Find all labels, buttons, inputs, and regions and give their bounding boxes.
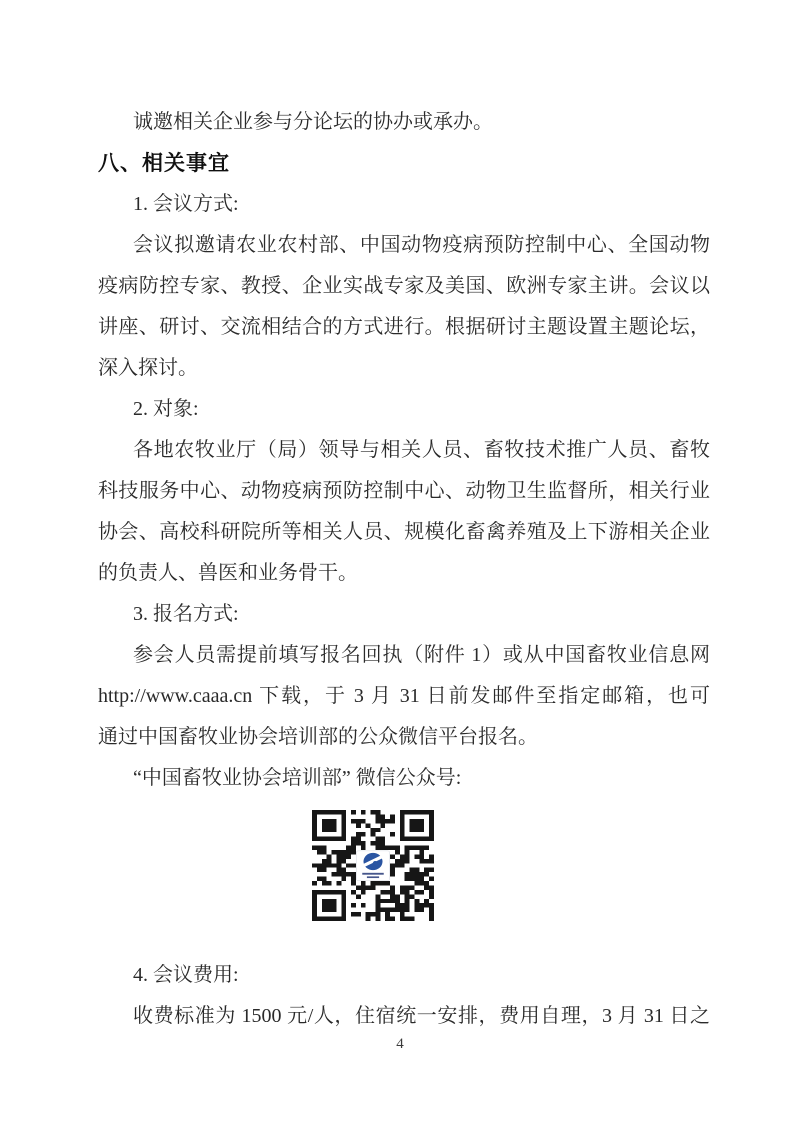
paragraph-line: 讲座、研讨、交流相结合的方式进行。根据研讨主题设置主题论坛， [98, 316, 710, 338]
page-number: 4 [396, 1036, 404, 1052]
item-heading-registration: 3. 报名方式: [133, 603, 239, 625]
paragraph-line: 会议拟邀请农业农村部、中国动物疫病预防控制中心、全国动物 [133, 234, 710, 256]
caaa-logo-icon [356, 851, 389, 881]
paragraph-line: 诚邀相关企业参与分论坛的协办或承办。 [133, 111, 493, 133]
paragraph-line: 深入探讨。 [98, 357, 198, 379]
wechat-qr-code [312, 810, 434, 921]
paragraph-line: 通过中国畜牧业协会培训部的公众微信平台报名。 [98, 726, 538, 748]
section-heading: 八、相关事宜 [98, 152, 230, 175]
item-heading-meeting-format: 1. 会议方式: [133, 193, 239, 215]
paragraph-line: 协会、高校科研院所等相关人员、规模化畜禽养殖及上下游相关企业 [98, 521, 710, 543]
wechat-account-caption: “中国畜牧业协会培训部” 微信公众号: [133, 767, 462, 789]
paragraph-line: 收费标准为 1500 元/人，住宿统一安排，费用自理，3 月 31 日之 [133, 1005, 710, 1027]
paragraph-line: 科技服务中心、动物疫病预防控制中心、动物卫生监督所，相关行业 [98, 480, 710, 502]
paragraph-line: 各地农牧业厅（局）领导与相关人员、畜牧技术推广人员、畜牧 [133, 439, 710, 461]
item-heading-fees: 4. 会议费用: [133, 964, 239, 986]
item-heading-audience: 2. 对象: [133, 398, 199, 420]
paragraph-line: 的负责人、兽医和业务骨干。 [98, 562, 358, 584]
paragraph-line: 参会人员需提前填写报名回执（附件 1）或从中国畜牧业信息网 [133, 644, 710, 666]
document-content [98, 102, 710, 1037]
paragraph-line: 疫病防控专家、教授、企业实战专家及美国、欧洲专家主讲。会议以 [98, 275, 710, 297]
paragraph-line-with-url: http://www.caaa.cn 下载，于 3 月 31 日前发邮件至指定邮箱，也可 [98, 685, 710, 707]
